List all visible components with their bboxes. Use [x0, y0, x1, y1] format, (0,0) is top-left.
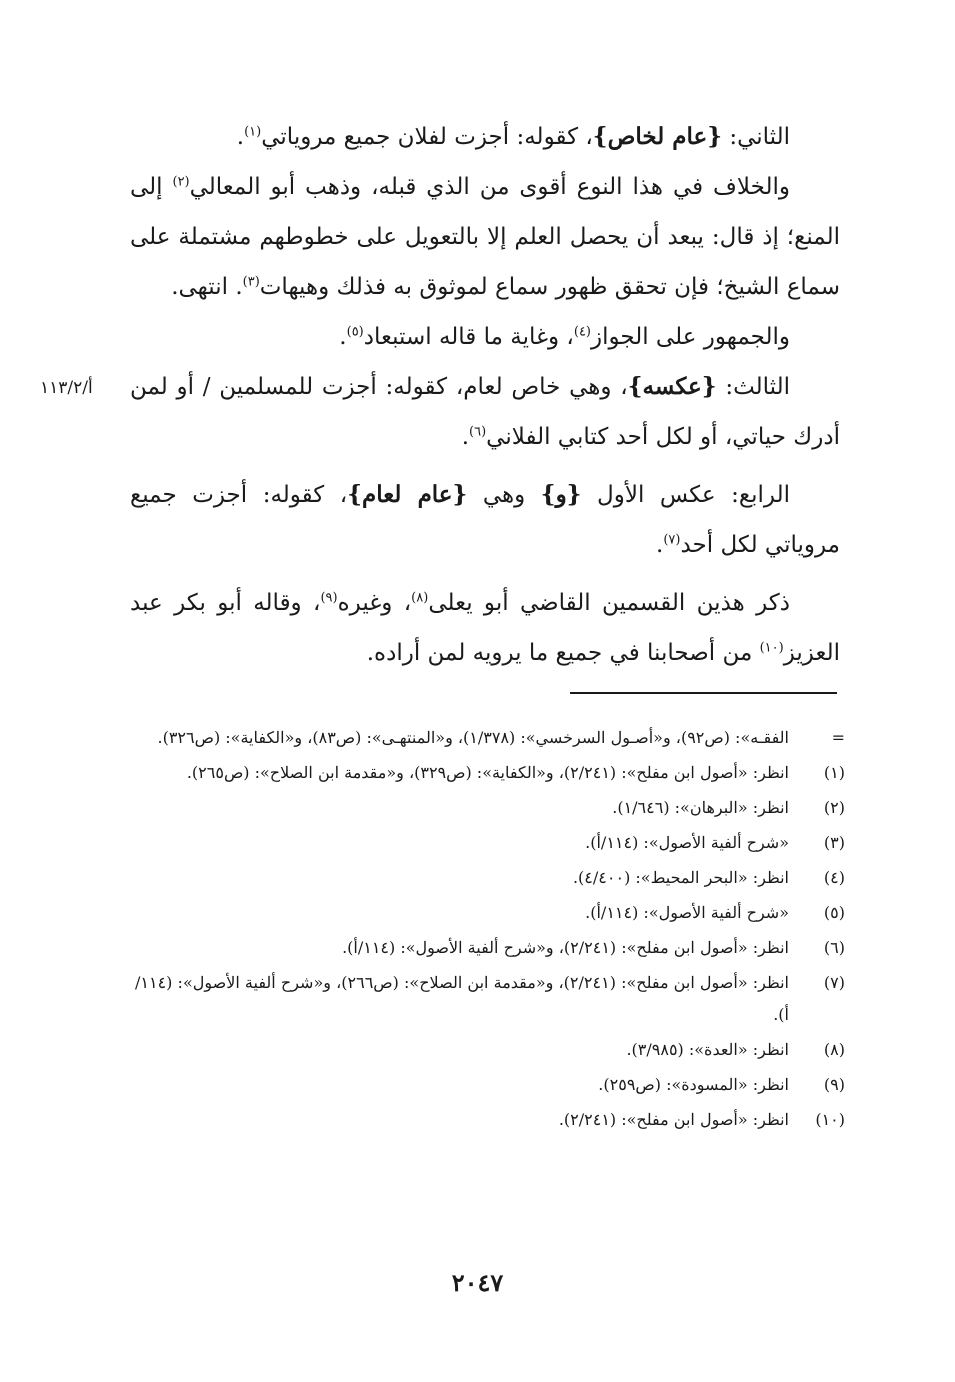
- footnote-ref[interactable]: (٢): [172, 174, 190, 190]
- text-run: ، وقاله أبو بكر عبد العزيز: [130, 590, 840, 666]
- text-run: ، وهي خاص لعام، كقوله: أجزت للمسلمين / أو لمن أدرك حياتي، أو لكل أحد كتابي الفلاني: [130, 374, 840, 450]
- text-run: ، كقوله: أجزت لفلان جميع مروياتي: [261, 124, 593, 150]
- page-number: ٢٠٤٧: [451, 1268, 504, 1297]
- footnote-item: [135, 722, 845, 754]
- paragraph-disagreement: [130, 162, 840, 312]
- bracketed-term: {عام لخاص}: [592, 123, 723, 150]
- bracketed-term: {و}: [540, 481, 582, 508]
- footnote-text: انظر: «البرهان»: (١/٦٤٦).: [612, 798, 789, 817]
- footnote-number: =: [831, 728, 845, 747]
- footnote-number: (٦): [823, 938, 845, 957]
- paragraph-third-type: [130, 362, 840, 462]
- footnote-text: «شرح ألفية الأصول»: (١١٤/أ).: [585, 903, 789, 922]
- footnote-number: (٧): [823, 973, 845, 992]
- text-run: .: [656, 532, 664, 558]
- text-run: من أصحابنا في جميع ما يرويه لمن أراده.: [366, 640, 760, 666]
- text-run: .: [461, 424, 470, 450]
- footnote-ref[interactable]: (٧): [663, 532, 681, 548]
- footnote-item: [135, 1104, 845, 1136]
- text-run: ذكر هذين القسمين القاضي أبو يعلى: [428, 590, 790, 616]
- paragraph-mentioned-by: [130, 578, 840, 678]
- footnote-number: (١٠): [815, 1110, 845, 1129]
- text-run: ، كقوله: أجزت جميع مروياتي لكل أحد: [130, 482, 840, 558]
- footnote-text: انظر: «أصول ابن مفلح»: (٢/٢٤١)، و«الكفاية»: (ص٣٢٩)، و«مقدمة ابن الصلاح»: (ص٢٦٥).: [186, 763, 789, 782]
- footnote-item: [135, 897, 845, 929]
- text-run: .: [236, 124, 245, 150]
- manuscript-folio-marker: أ/١١٣/٢: [40, 378, 93, 398]
- bracketed-term: {عام لعام}: [347, 481, 468, 508]
- text-run: إلى المنع؛ إذ قال: يبعد أن يحصل العلم إلا بالتعويل على خطوطهم مشتملة على سماع الشيخ؛ فإن تحقق ظهور سماع لموثوق به فذلك وهيهات: [130, 174, 840, 300]
- footnote-ref[interactable]: (٤): [573, 324, 591, 340]
- footnote-item: [135, 792, 845, 824]
- footnote-item: [135, 757, 845, 789]
- footnote-text: انظر: «العدة»: (٣/٩٨٥).: [626, 1040, 789, 1059]
- footnote-number: (٩): [823, 1075, 845, 1094]
- footnote-text: الفقـه»: (ص٩٢)، و«أصـول السرخسي»: (١/٣٧٨)، و«المنتهـى»: (ص٨٣)، و«الكفاية»: (ص٣٢٦).: [157, 728, 789, 747]
- paragraph-second-type: [130, 112, 840, 162]
- footnote-text: انظر: «البحر المحيط»: (٤/٤٠٠).: [572, 868, 789, 887]
- footnotes-section: [135, 722, 845, 1139]
- footnote-item: [135, 967, 845, 1031]
- text-run: .: [339, 324, 347, 350]
- footnote-item: [135, 1034, 845, 1066]
- footnote-ref[interactable]: (٩): [320, 590, 338, 606]
- footnote-text: انظر: «أصول ابن مفلح»: (٢/٢٤١)، و«شرح ألفية الأصول»: (١١٤/أ).: [342, 938, 789, 957]
- footnote-item: [135, 932, 845, 964]
- text-run: الرابع: عكس الأول: [581, 482, 790, 508]
- footnote-text: انظر: «أصول ابن مفلح»: (٢/٢٤١).: [558, 1110, 789, 1129]
- footnote-number: (٤): [823, 868, 845, 887]
- text-run: وهي: [467, 482, 541, 508]
- footnote-text: «شرح ألفية الأصول»: (١١٤/أ).: [585, 833, 789, 852]
- paragraph-majority: [130, 312, 840, 362]
- footnote-number: (٣): [823, 833, 845, 852]
- footnote-ref[interactable]: (١): [244, 124, 262, 140]
- text-run: الثاني:: [722, 124, 790, 150]
- main-text: [130, 112, 840, 678]
- footnote-ref[interactable]: (٥): [346, 324, 364, 340]
- footnote-ref[interactable]: (١٠): [759, 640, 784, 656]
- text-run: ، وغيره: [337, 590, 412, 616]
- footnote-item: [135, 827, 845, 859]
- text-run: والخلاف في هذا النوع أقوى من الذي قبله، وذهب أبو المعالي: [189, 174, 790, 200]
- text-run: . انتهى.: [171, 274, 243, 300]
- footnote-number: (٥): [823, 903, 845, 922]
- footnote-ref[interactable]: (٦): [469, 424, 487, 440]
- footnote-ref[interactable]: (٣): [242, 274, 260, 290]
- footnote-separator: [570, 692, 837, 694]
- text-run: والجمهور على الجواز: [591, 324, 790, 350]
- footnote-ref[interactable]: (٨): [411, 590, 429, 606]
- paragraph-fourth-type: [130, 470, 840, 570]
- footnote-item: [135, 862, 845, 894]
- footnote-number: (٨): [823, 1040, 845, 1059]
- text-run: ، وغاية ما قاله استبعاد: [363, 324, 574, 350]
- footnote-text: انظر: «أصول ابن مفلح»: (٢/٢٤١)، و«مقدمة ابن الصلاح»: (ص٢٦٦)، و«شرح ألفية الأصول»: (١١٤/أ).: [135, 973, 789, 1024]
- text-run: الثالث:: [716, 374, 791, 400]
- footnote-number: (١): [823, 763, 845, 782]
- bracketed-term: {عكسه}: [627, 373, 717, 400]
- footnote-number: (٢): [823, 798, 845, 817]
- footnote-text: انظر: «المسودة»: (ص٢٥٩).: [598, 1075, 789, 1094]
- footnote-item: [135, 1069, 845, 1101]
